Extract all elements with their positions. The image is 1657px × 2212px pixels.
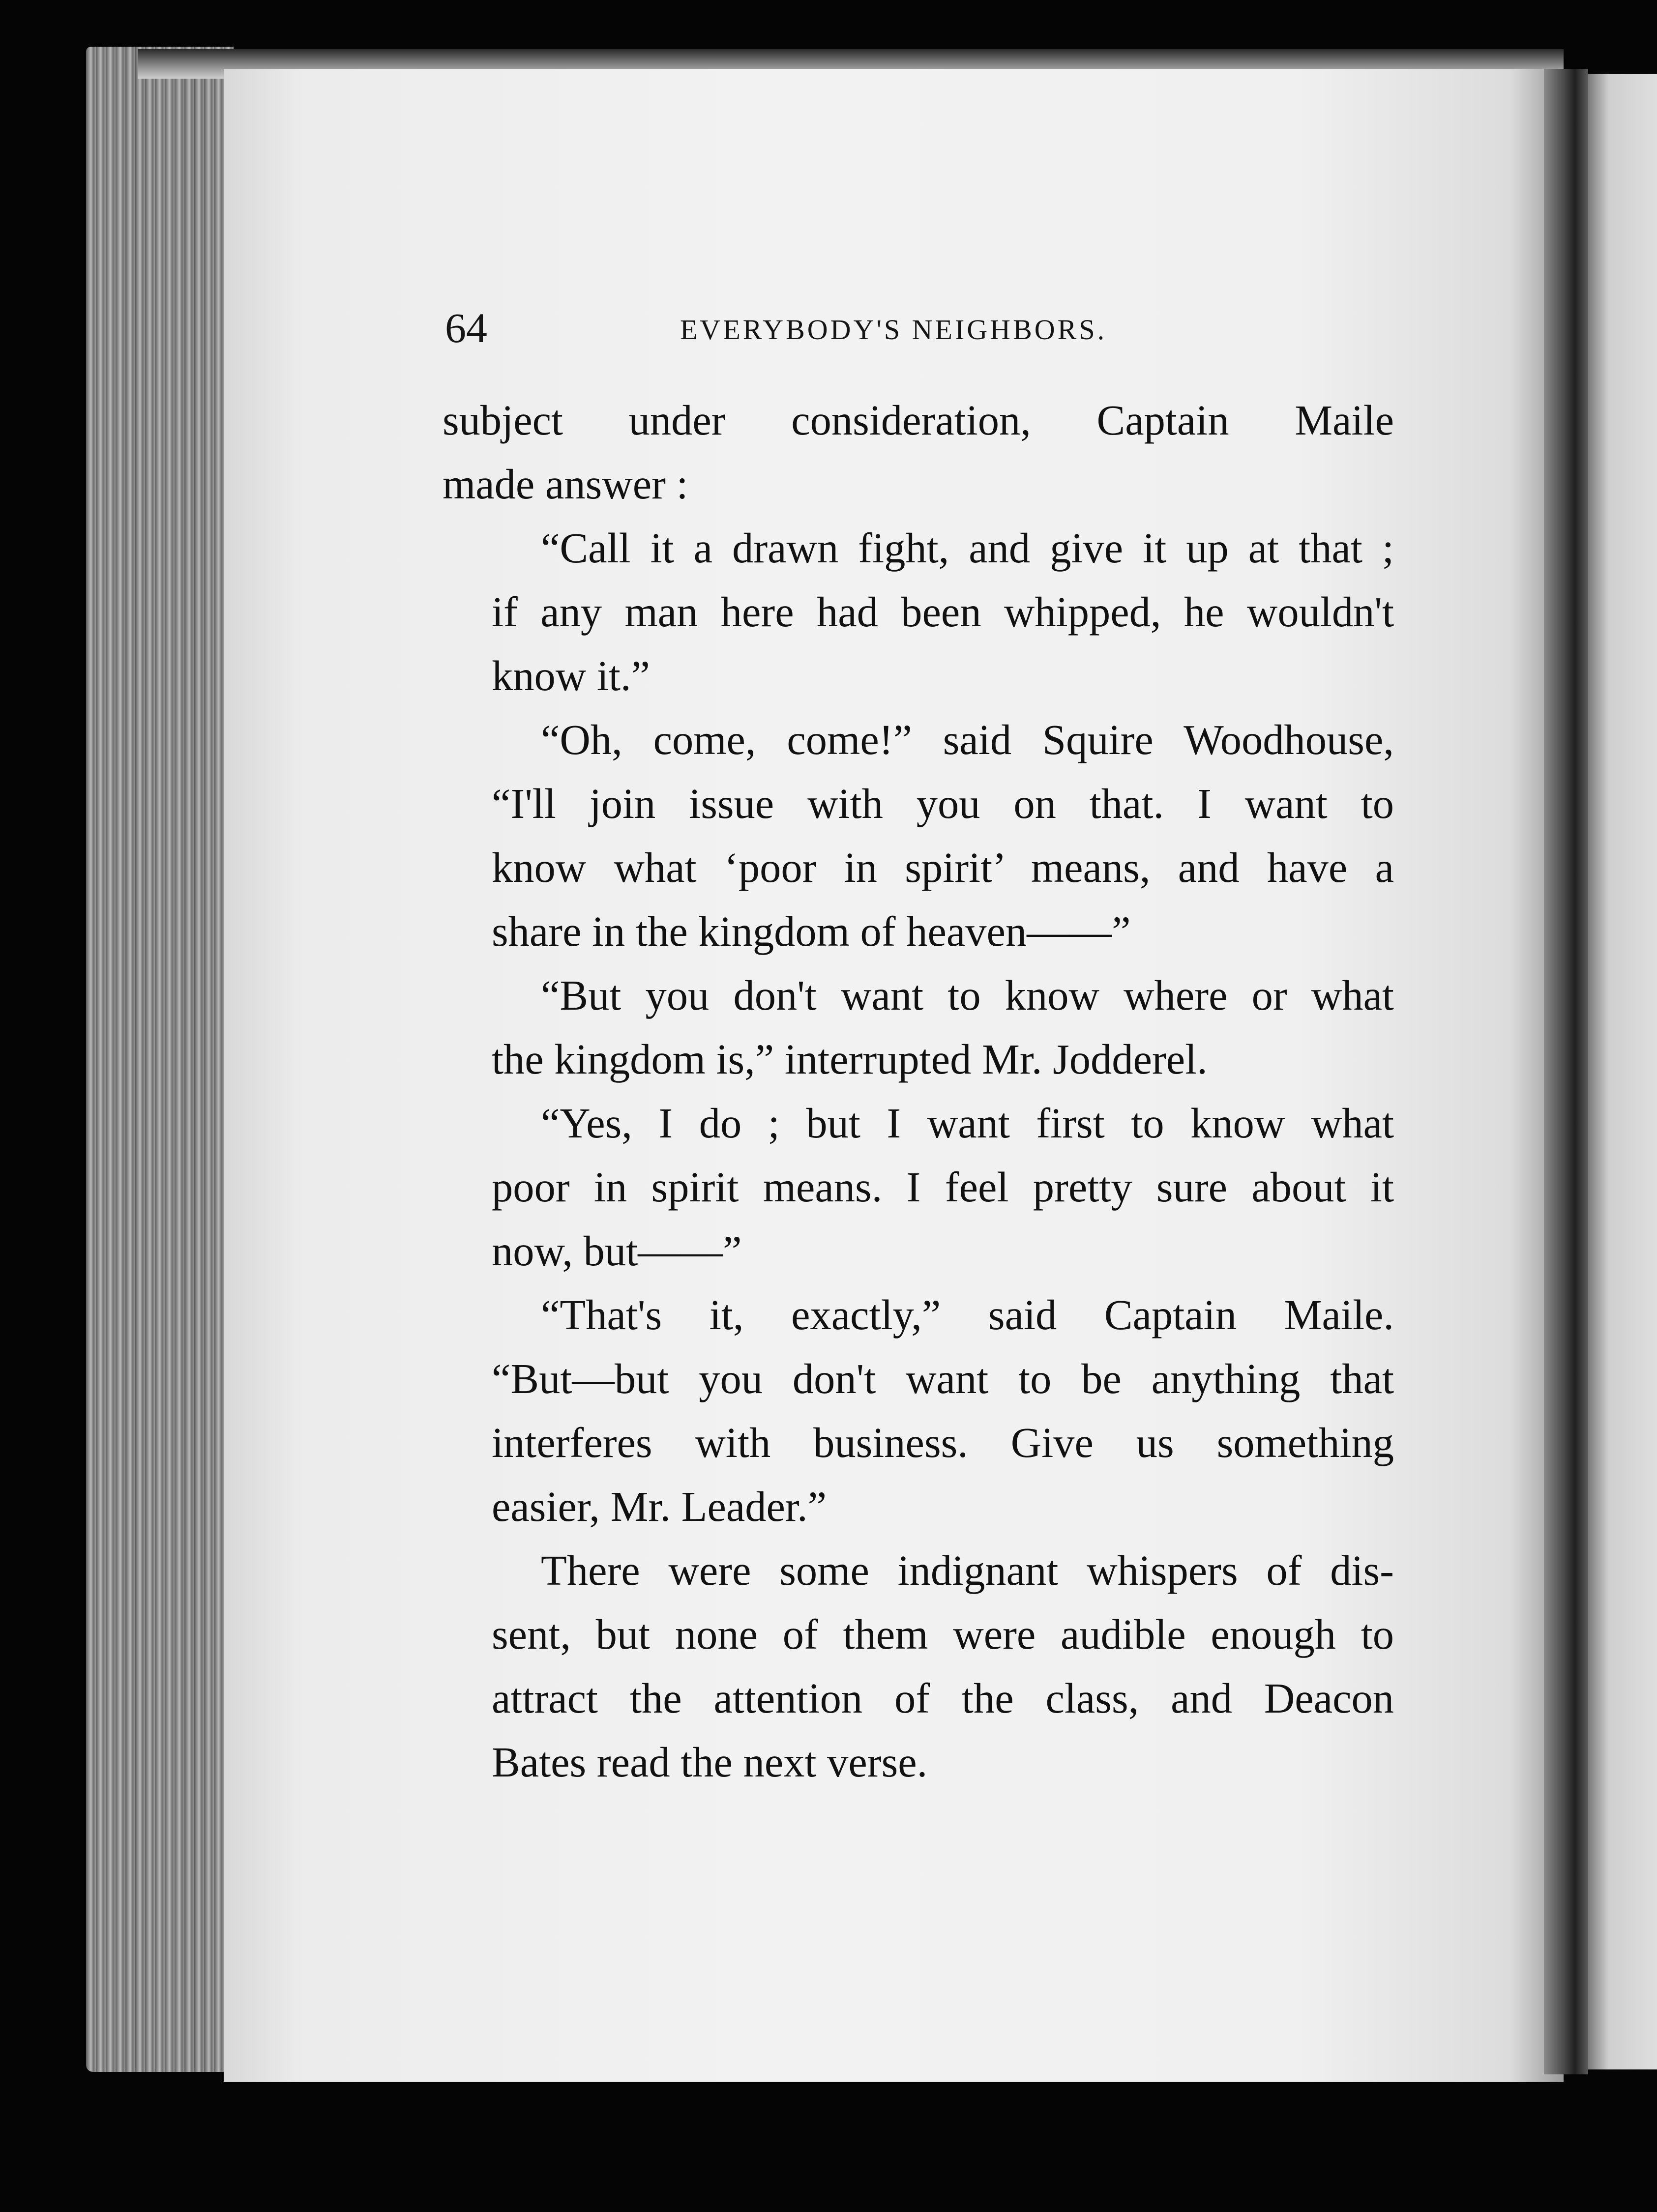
text-line: “But—but you don't want to be anything that [492, 1355, 1394, 1402]
text-line: poor in spirit means. I feel pretty sure about it [492, 1164, 1394, 1211]
text-line: subject under consideration, Captain Maile [443, 397, 1394, 444]
text-line: “That's it, exactly,” said Captain Maile. [541, 1291, 1394, 1339]
page-header [445, 301, 1394, 355]
paragraph [443, 1283, 1394, 1539]
text-line: There were some indignant whispers of dis- [541, 1547, 1394, 1594]
text-line: interferes with business. Give us something [492, 1419, 1394, 1466]
book-gutter-shadow [1544, 69, 1588, 2074]
text-line: the kingdom is,” interrupted Mr. Jodderel. [492, 1036, 1208, 1083]
text-line: “But you don't want to know where or what [541, 972, 1394, 1019]
paragraph [443, 1539, 1394, 1794]
text-line: easier, Mr. Leader.” [492, 1483, 827, 1530]
paragraph [443, 708, 1394, 963]
text-line: made answer : [443, 461, 688, 508]
text-line: know it.” [492, 652, 650, 699]
page-block-edges [86, 47, 234, 2072]
text-line: know what ‘poor in spirit’ means, and have a [492, 844, 1394, 891]
paragraph [443, 516, 1394, 708]
running-head: EVERYBODY'S NEIGHBORS. [680, 314, 1107, 346]
text-line: if any man here had been whipped, he wouldn't [492, 588, 1394, 636]
paragraph [443, 1091, 1394, 1283]
facing-page-edge [1588, 74, 1657, 2069]
page-number: 64 [445, 304, 487, 351]
text-line: “Oh, come, come!” said Squire Woodhouse, [541, 716, 1394, 763]
body-text [443, 388, 1394, 1794]
text-line: Bates read the next verse. [492, 1739, 928, 1786]
text-line: “Yes, I do ; but I want first to know what [541, 1100, 1394, 1147]
text-line: share in the kingdom of heaven——” [492, 908, 1131, 955]
text-line: “I'll join issue with you on that. I want to [492, 780, 1394, 827]
text-line: sent, but none of them were audible enough to [492, 1611, 1394, 1658]
text-line: “Call it a drawn fight, and give it up at that ; [541, 524, 1394, 572]
paragraph [443, 963, 1394, 1091]
text-line: now, but——” [492, 1227, 742, 1275]
text-line: attract the attention of the class, and Deacon [492, 1675, 1394, 1722]
paragraph [443, 388, 1394, 516]
